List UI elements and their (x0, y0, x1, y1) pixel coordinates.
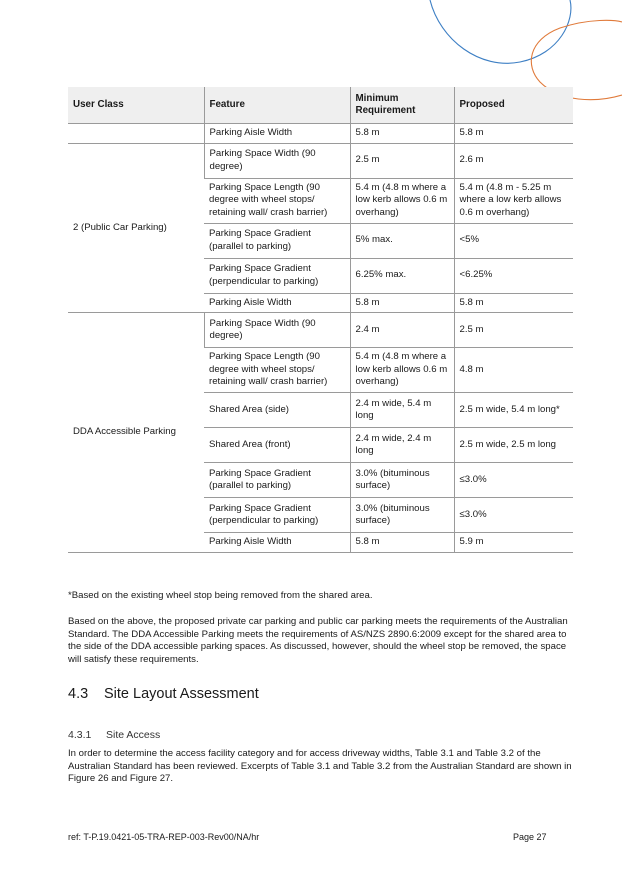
subsection-title: Site Access (106, 729, 161, 741)
cell-user-class: DDA Accessible Parking (68, 313, 204, 553)
cell-feature: Parking Aisle Width (204, 124, 350, 144)
paragraph-site-access: In order to determine the access facility category and for access driveway widths, Table 3.1 and Table 3.2 of the Australian Standard has been reviewed. Excerpts of Table 3.1 and Table 3.2 from the Australian Standard are shown in Figure 26 and Figure 27. (68, 748, 572, 785)
cell-proposed: ≤3.0% (454, 463, 573, 498)
table-row (68, 313, 573, 348)
table-row (68, 124, 573, 144)
cell-minimum: 3.0% (bituminous surface) (350, 463, 454, 498)
cell-feature: Parking Space Gradient (perpendicular to parking) (204, 258, 350, 293)
cell-proposed: <6.25% (454, 258, 573, 293)
cell-feature: Parking Space Width (90 degree) (204, 143, 350, 178)
cell-proposed: 2.5 m (454, 313, 573, 348)
cell-feature: Parking Aisle Width (204, 293, 350, 313)
cell-minimum: 5.8 m (350, 533, 454, 553)
cell-feature: Shared Area (side) (204, 393, 350, 428)
cell-minimum: 3.0% (bituminous surface) (350, 498, 454, 533)
cell-minimum: 5.8 m (350, 124, 454, 144)
cell-feature: Parking Space Gradient (parallel to parking) (204, 463, 350, 498)
cell-user-class: 2 (Public Car Parking) (68, 143, 204, 313)
cell-feature: Parking Space Gradient (perpendicular to parking) (204, 498, 350, 533)
footer-reference: ref: T-P.19.0421-05-TRA-REP-003-Rev00/NA/hr (68, 832, 260, 842)
cell-feature: Parking Space Gradient (parallel to parking) (204, 223, 350, 258)
cell-minimum: 5.4 m (4.8 m where a low kerb allows 0.6 m overhang) (350, 178, 454, 223)
cell-proposed: ≤3.0% (454, 498, 573, 533)
footer-page-number: Page 27 (513, 832, 547, 842)
cell-proposed: 2.5 m wide, 5.4 m long* (454, 393, 573, 428)
cell-feature: Parking Aisle Width (204, 533, 350, 553)
cell-user-class (68, 124, 204, 144)
table-header-row (68, 87, 573, 124)
cell-proposed: 2.5 m wide, 2.5 m long (454, 428, 573, 463)
section-heading (68, 686, 259, 702)
cell-proposed: <5% (454, 223, 573, 258)
cell-feature: Parking Space Length (90 degree with wheel stops/ retaining wall/ crash barrier) (204, 178, 350, 223)
cell-minimum: 2.4 m wide, 2.4 m long (350, 428, 454, 463)
header-user-class: User Class (68, 87, 204, 124)
cell-feature: Parking Space Length (90 degree with wheel stops/ retaining wall/ crash barrier) (204, 348, 350, 393)
cell-minimum: 2.4 m wide, 5.4 m long (350, 393, 454, 428)
cell-minimum: 6.25% max. (350, 258, 454, 293)
cell-minimum: 5.8 m (350, 293, 454, 313)
cell-feature: Parking Space Width (90 degree) (204, 313, 350, 348)
header-proposed: Proposed (454, 87, 573, 124)
cell-proposed: 2.6 m (454, 143, 573, 178)
cell-minimum: 2.4 m (350, 313, 454, 348)
header-minimum-requirement: Minimum Requirement (350, 87, 454, 124)
section-number: 4.3 (68, 686, 89, 702)
footnote: *Based on the existing wheel stop being removed from the shared area. (68, 590, 373, 601)
table-row (68, 143, 573, 178)
cell-minimum: 2.5 m (350, 143, 454, 178)
blue-arc (430, 0, 571, 63)
subsection-heading (68, 729, 160, 741)
section-title: Site Layout Assessment (104, 686, 259, 702)
subsection-number: 4.3.1 (68, 729, 92, 741)
cell-feature: Shared Area (front) (204, 428, 350, 463)
cell-proposed: 4.8 m (454, 348, 573, 393)
paragraph-compliance: Based on the above, the proposed private car parking and public car parking meets the requirements of the Australian Standard. The DDA Accessible Parking meets the requirements of AS/NZS 2890.6:2009 except for the shared area to the side of the DDA accessible parking spaces. As discussed, however, should the wheel stop be removed, the space will satisfy these requirements. (68, 616, 568, 665)
parking-requirements-table (68, 87, 573, 553)
cell-proposed: 5.4 m (4.8 m - 5.25 m where a low kerb allows 0.6 m overhang) (454, 178, 573, 223)
cell-proposed: 5.8 m (454, 124, 573, 144)
cell-proposed: 5.8 m (454, 293, 573, 313)
cell-minimum: 5.4 m (4.8 m where a low kerb allows 0.6 m overhang) (350, 348, 454, 393)
header-feature: Feature (204, 87, 350, 124)
cell-proposed: 5.9 m (454, 533, 573, 553)
cell-minimum: 5% max. (350, 223, 454, 258)
